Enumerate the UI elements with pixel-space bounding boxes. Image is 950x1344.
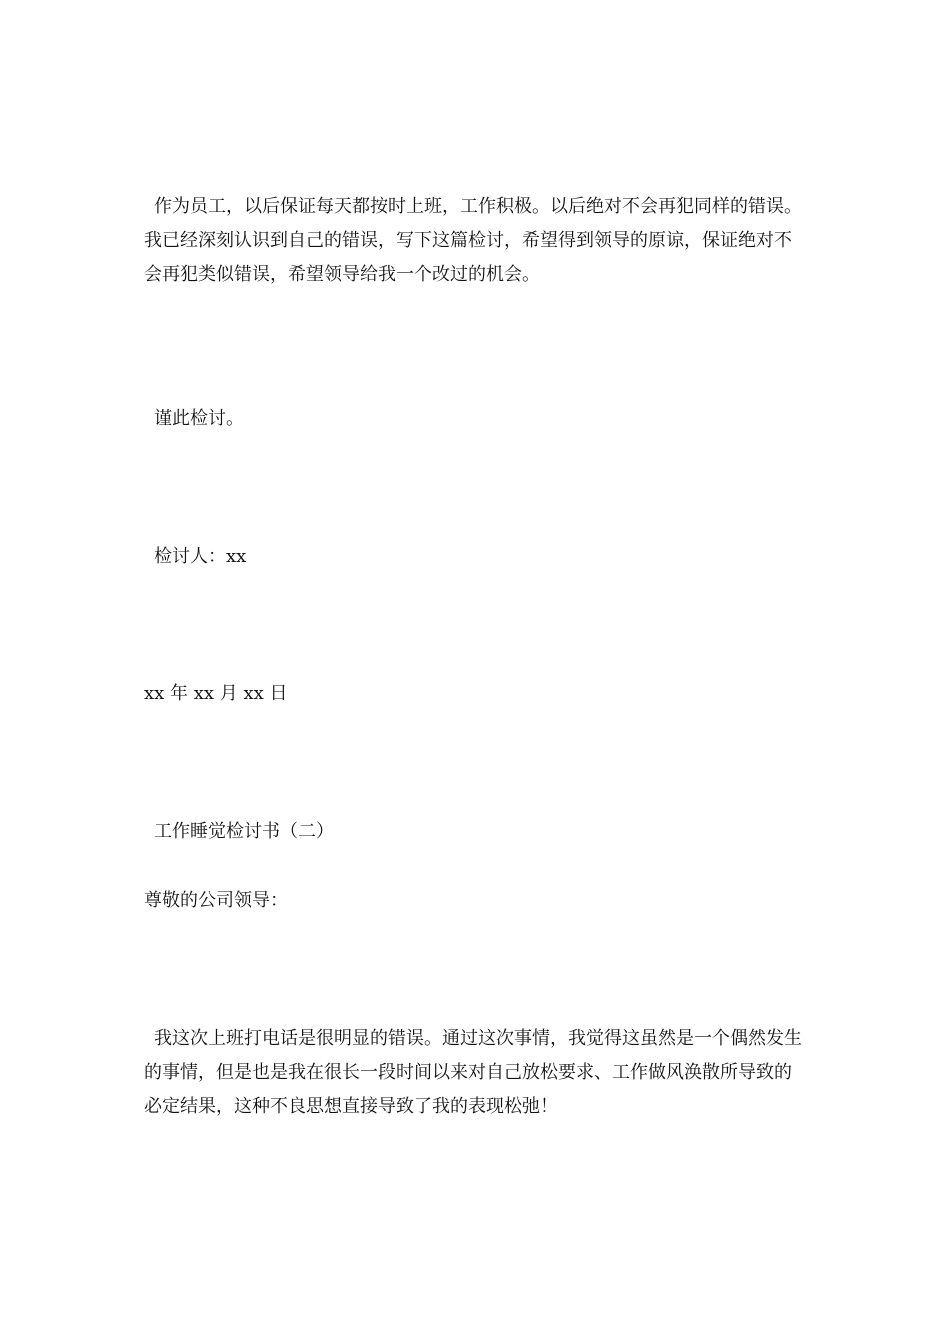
section-title: 工作睡觉检讨书（二）	[154, 821, 334, 842]
paragraph-apology: 我这次上班打电话是很明显的错误。通过这次事情，我觉得这虽然是一个偶然发生的事情，但是也是我在很长一段时间以来对自己放松要求、工作做风涣散所导致的必定结果，这种不良思想直接导致了我的表现松弛！	[144, 1028, 802, 1117]
closing-line: 谨此检讨。	[154, 408, 244, 429]
date-line: xx 年 xx 月 xx 日	[144, 683, 288, 704]
salutation: 尊敬的公司领导：	[144, 890, 288, 911]
signature-line: 检讨人：xx	[154, 546, 247, 567]
paragraph-commitment: 作为员工，以后保证每天都按时上班，工作积极。以后绝对不会再犯同样的错误。我已经深刻认识到自己的错误，写下这篇检讨，希望得到领导的原谅，保证绝对不会再犯类似错误，希望领导给我一个改过的机会。	[144, 196, 802, 285]
